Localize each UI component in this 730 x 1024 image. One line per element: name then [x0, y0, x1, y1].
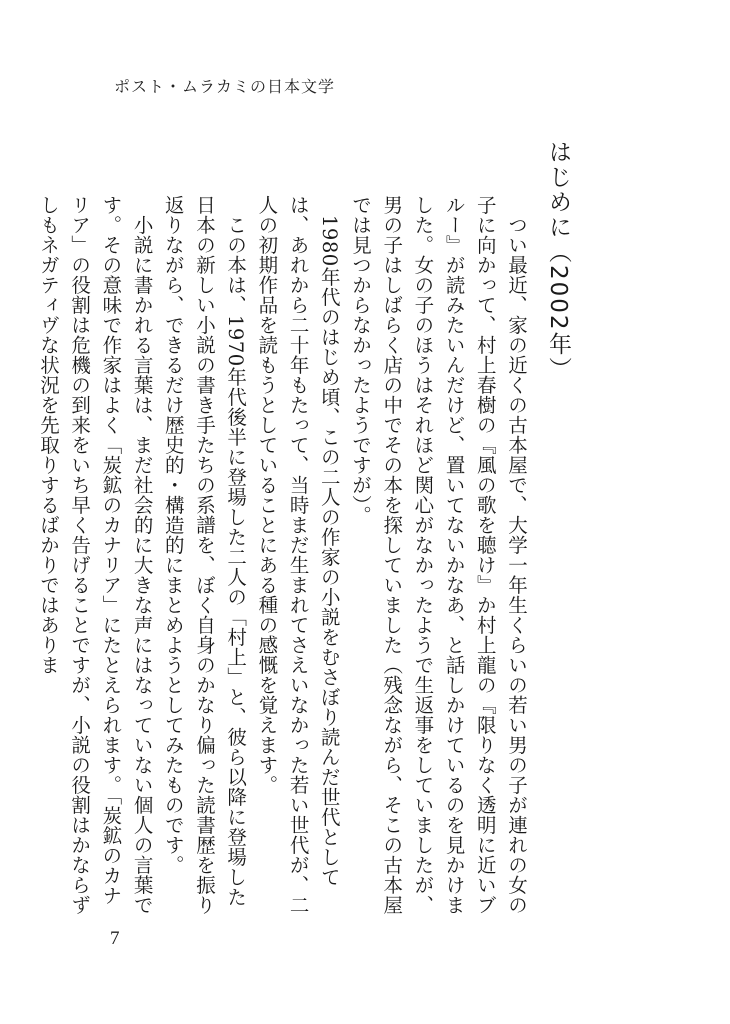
paragraph: 小説に書かれる言葉は、まだ社会的に大きな声にはなっていない個人の言葉です。その意味で作家はよく「炭鉱のカナリア」にたとえられます。「炭鉱のカナリア」の役割は危機の到来をいち早く告げることですが、小説の役割はかならずしもネガティヴな状況を先取りするばかりではありま: [36, 195, 154, 915]
body-text: [36, 195, 532, 915]
paragraph: 1980年代のはじめ頃、この二人の作家の小説をむさぼり読んだ世代としては、あれから二十年もたって、当時まだ生まれてさえいなかった若い世代が、二人の初期作品を読もうとしていることにある種の感慨を覚えます。: [255, 195, 341, 915]
paragraph: つい最近、家の近くの古本屋で、大学一年生くらいの若い男の子が連れの女の子に向かって、村上春樹の『風の歌を聴け』か村上龍の『限りなく透明に近いブルー』が読みたいんだけど、置いてないかなあ、と話しかけているのを見かけました。女の子のほうはそれほど関心がなかったようで生返事をしていましたが、男の子はしばらく店の中でその本を探していました（残念ながら、そこの古本屋では見つからなかったようですが）。: [348, 195, 528, 915]
chapter-title: はじめに（2002年）: [545, 140, 571, 382]
paragraph: この本は、1970年代後半に登場した二人の「村上」と、彼ら以降に登場した日本の新しい小説の書き手たちの系譜を、ぼく自身のかなり偏った読書歴を振り返りながら、できるだけ歴史的・構造的にまとめようとしてみたものです。: [161, 195, 248, 915]
page-number: 7: [110, 928, 120, 949]
running-header: ポスト・ムラカミの日本文学: [114, 77, 336, 96]
